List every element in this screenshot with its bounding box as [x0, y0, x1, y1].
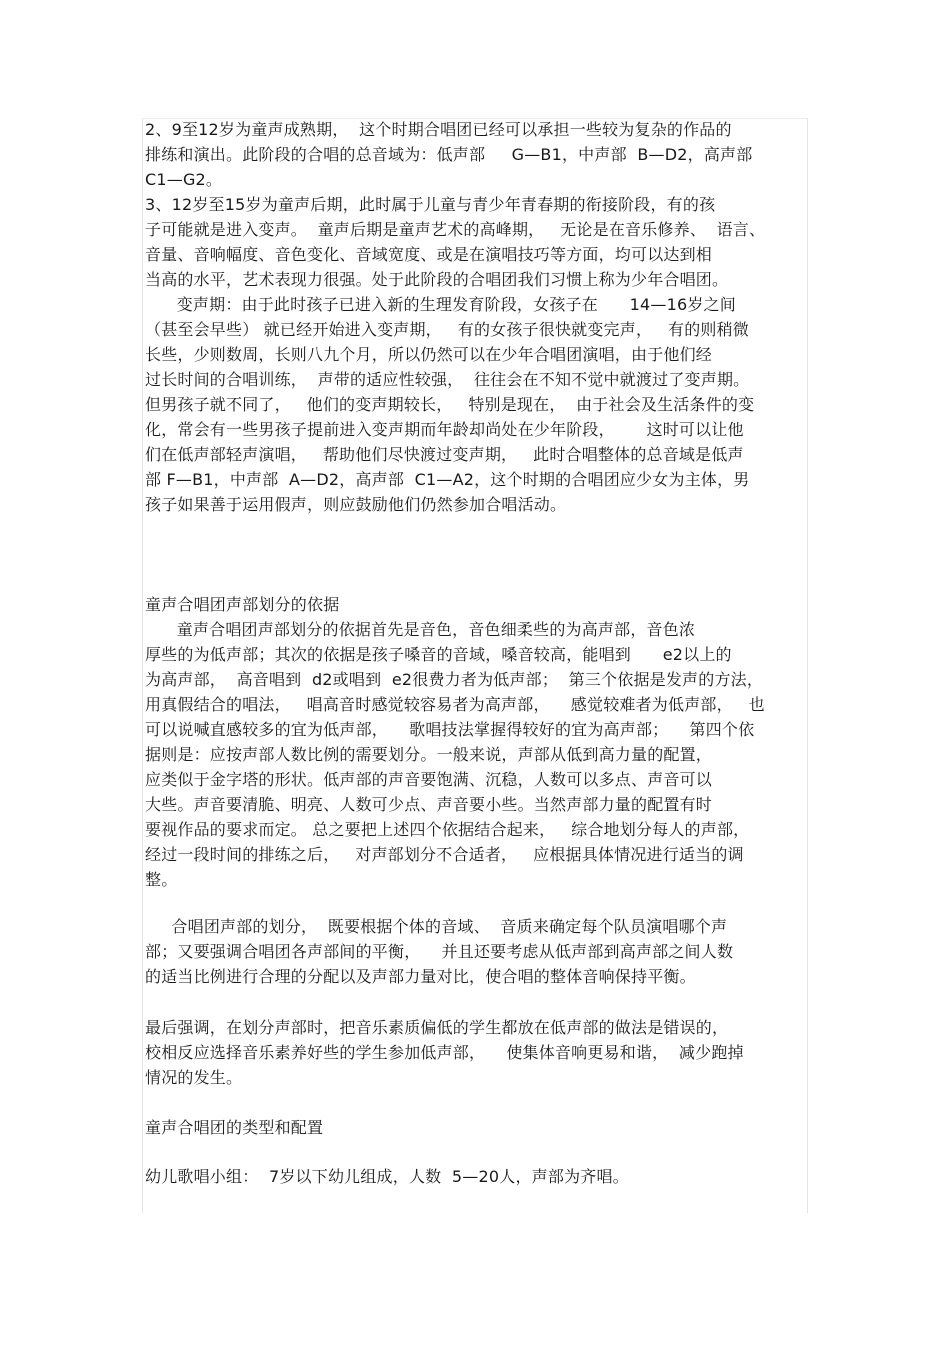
text-line: 幼儿歌唱小组： 7岁以下幼儿组成，人数 5—20人，声部为齐唱。	[145, 1167, 629, 1186]
text-line: 大些。声音要清脆、明亮、人数可少点、声音要小些。当然声部力量的配置有时	[145, 795, 713, 814]
text-line: 孩子如果善于运用假声，则应鼓励他们仍然参加合唱活动。	[145, 495, 567, 514]
text-line: 部；又要强调合唱团各声部间的平衡， 并且还要考虑从低声部到高声部之间人数	[145, 942, 734, 961]
text-line: 3、12岁至15岁为童声后期，此时属于儿童与青少年青春期的衔接阶段，有的孩	[145, 195, 716, 214]
text-line: 子可能就是进入变声。 童声后期是童声艺术的高峰期， 无论是在音乐修养、 语言、	[145, 220, 766, 239]
text-line: 据则是：应按声部人数比例的需要划分。一般来说，声部从低到高力量的配置，	[145, 745, 713, 764]
text-line: 部 F—B1，中声部 A—D2，高声部 C1—A2，这个时期的合唱团应少女为主体，男	[145, 470, 750, 489]
text-line: 但男孩子就不同了， 他们的变声期较长， 特别是现在， 由于社会及生活条件的变	[145, 395, 755, 414]
text-line: 音量、音响幅度、音色变化、音域宽度、或是在演唱技巧等方面，均可以达到相	[145, 245, 713, 264]
text-line: 排练和演出。此阶段的合唱的总音域为：低声部 G—B1，中声部 B—D2，高声部	[145, 145, 753, 164]
text-line: 变声期：由于此时孩子已进入新的生理发育阶段，女孩子在 14—16岁之间	[145, 295, 736, 314]
text-line: 最后强调，在划分声部时，把音乐素质偏低的学生都放在低声部的做法是错误的，	[145, 1018, 729, 1037]
text-line: 可以说喊直感较多的宜为低声部， 歌唱技法掌握得较好的宜为高声部； 第四个依	[145, 720, 755, 739]
text-line: 为高声部， 高音唱到 d2或唱到 e2很费力者为低声部； 第三个依据是发声的方法，	[145, 670, 764, 689]
text-line: 化，常会有一些男孩子提前进入变声期而年龄却尚处在少年阶段， 这时可以让他	[145, 420, 744, 439]
text-line: 用真假结合的唱法， 唱高音时感觉较容易者为高声部， 感觉较难者为低声部， 也	[145, 695, 765, 714]
text-line: 2、9至12岁为童声成熟期， 这个时期合唱团已经可以承担一些较为复杂的作品的	[145, 120, 732, 139]
text-line: 整。	[145, 870, 178, 889]
text-line: 应类似于金字塔的形状。低声部的声音要饱满、沉稳，人数可以多点、声音可以	[145, 770, 713, 789]
text-line: 情况的发生。	[145, 1068, 243, 1087]
text-line: 的适当比例进行合理的分配以及声部力量对比，使合唱的整体音响保持平衡。	[145, 967, 696, 986]
text-line: 童声合唱团声部划分的依据首先是音色，音色细柔些的为高声部，音色浓	[145, 620, 696, 639]
text-line: 过长时间的合唱训练， 声带的适应性较强， 往往会在不知不觉中就渡过了变声期。	[145, 370, 750, 389]
text-line: 要视作品的要求而定。 总之要把上述四个依据结合起来， 综合地划分每人的声部，	[145, 820, 750, 839]
text-line: （甚至会早些） 就已经开始进入变声期， 有的女孩子很快就变完声， 有的则稍微	[145, 320, 750, 339]
text-line: 厚些的为低声部；其次的依据是孩子嗓音的音域，嗓音较高，能唱到 e2以上的	[145, 645, 732, 664]
text-line: 校相反应选择音乐素养好些的学生参加低声部， 使集体音响更易和谐， 减少跑掉	[145, 1043, 744, 1062]
text-line: 长些，少则数周，长则八九个月，所以仍然可以在少年合唱团演唱，由于他们经	[145, 345, 713, 364]
section-heading: 童声合唱团声部划分的依据	[145, 595, 340, 614]
text-line: 们在低声部轻声演唱， 帮助他们尽快渡过变声期， 此时合唱整体的总音域是低声	[145, 445, 744, 464]
text-line: 合唱团声部的划分， 既要根据个体的音域、 音质来确定每个队员演唱哪个声	[145, 917, 728, 936]
text-line: 经过一段时间的排练之后， 对声部划分不合适者， 应根据具体情况进行适当的调	[145, 845, 744, 864]
text-line: C1—G2。	[145, 170, 223, 189]
section-heading: 童声合唱团的类型和配置	[145, 1118, 324, 1137]
text-line: 当高的水平，艺术表现力很强。处于此阶段的合唱团我们习惯上称为少年合唱团。	[145, 270, 729, 289]
